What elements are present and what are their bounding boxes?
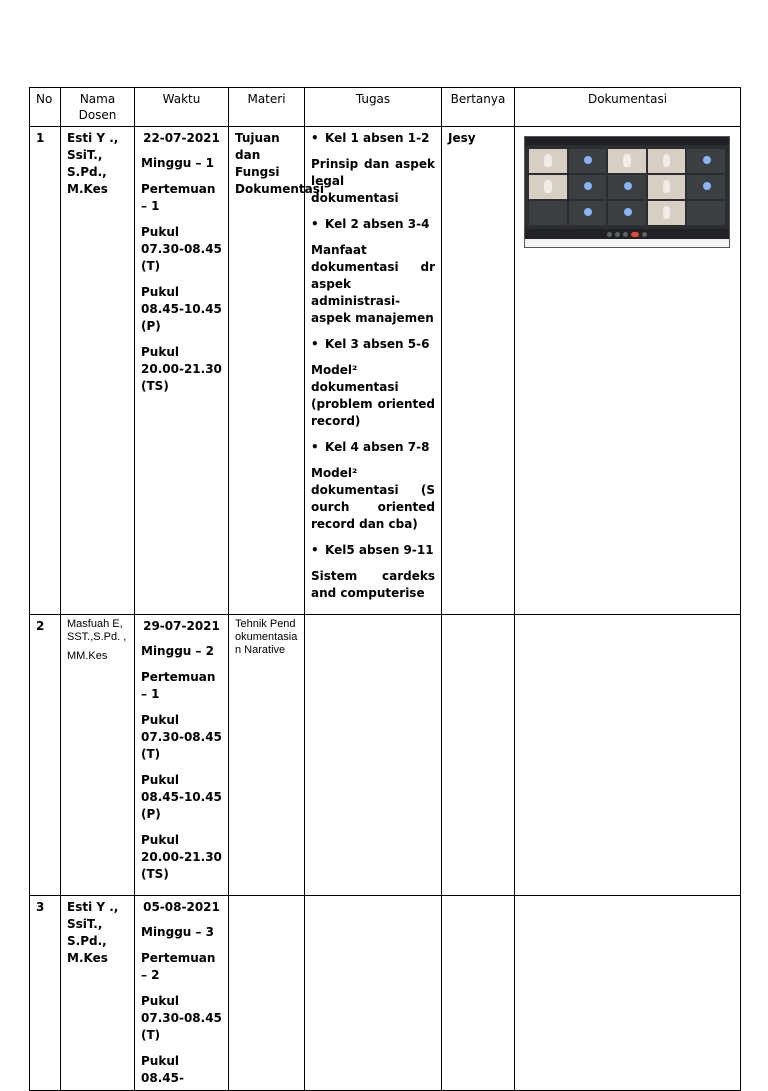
materi-cell: [229, 615, 305, 896]
tugas-group: [311, 439, 435, 456]
tugas-cell: [305, 896, 442, 1091]
pertemuan: Pertemuan – 2: [141, 951, 216, 982]
bullet-icon: •: [311, 543, 319, 557]
tugas-kel: Kel 1 absen 1-2: [325, 131, 430, 145]
participant-tile: [648, 149, 686, 173]
tugas-group: [311, 336, 435, 353]
header-no: No: [30, 88, 61, 127]
waktu-cell: [135, 896, 229, 1091]
dosen-cell: [61, 615, 135, 896]
table-row: [30, 127, 741, 615]
tugas-desc: Prinsip dan aspek legal dokumentasi: [311, 157, 435, 205]
table-row: [30, 896, 741, 1091]
call-controls: [525, 229, 729, 239]
materi: Tujuan dan Fungsi Dokumentasi: [229, 127, 305, 615]
table-row: [30, 615, 741, 896]
participant-tile: [529, 149, 567, 173]
waktu-cell: [135, 127, 229, 615]
materi-cell: [229, 896, 305, 1091]
tugas-group: [311, 130, 435, 147]
bertanya-cell: [442, 615, 515, 896]
dosen-name: Masfuah E, SST.,S.Pd. ,: [67, 618, 127, 643]
avatar: [624, 182, 632, 190]
tugas-kel: Kel 3 absen 5-6: [325, 337, 430, 351]
tugas-desc: Manfaat dokumentasi dr aspek administrasi-aspek manajemen: [311, 243, 435, 325]
participant-tile: [608, 175, 646, 199]
tugas-desc: Sistem cardeks and computerise: [311, 569, 435, 600]
bullet-icon: •: [311, 440, 319, 454]
dokumentasi-cell: [515, 127, 741, 615]
tugas-desc: Model² dokumentasi (problem oriented record): [311, 363, 435, 428]
tugas-cell: [305, 127, 442, 615]
header-materi: Materi: [229, 88, 305, 127]
tugas-group: [311, 542, 435, 559]
minggu: Minggu – 1: [141, 156, 215, 170]
materi: Tehnik Pendokumentasian Narative: [235, 618, 298, 656]
pukul-t: Pukul 07.30-08.45 (T): [141, 225, 222, 273]
taskbar: [525, 239, 729, 247]
tugas-group: [311, 216, 435, 233]
participant-tile: [687, 201, 725, 225]
bullet-icon: •: [311, 217, 319, 231]
pukul-p: Pukul 08.45-10.45 (P): [141, 285, 222, 333]
minggu: Minggu – 2: [141, 644, 215, 658]
date: 22-07-2021: [143, 131, 220, 145]
participant-tile: [648, 175, 686, 199]
tugas-desc: Model² dokumentasi (S ourch oriented record dan cba): [311, 466, 435, 531]
row-number: 2: [30, 615, 61, 896]
pukul-p: Pukul 08.45-: [141, 1054, 184, 1085]
pukul-p: Pukul 08.45-10.45 (P): [141, 773, 222, 821]
pukul-ts: Pukul 20.00-21.30 (TS): [141, 833, 222, 881]
participant-tile: [529, 175, 567, 199]
date: 05-08-2021: [143, 900, 220, 914]
video-conference-screenshot: [524, 136, 730, 248]
participant-tile: [648, 201, 686, 225]
participant-tile: [687, 149, 725, 173]
header-tugas: Tugas: [305, 88, 442, 127]
avatar: [624, 208, 632, 216]
participant-tile: [569, 201, 607, 225]
pukul-ts: Pukul 20.00-21.30 (TS): [141, 345, 222, 393]
dosen-name: Esti Y ., SsiT., S.Pd., M.Kes: [61, 127, 135, 615]
participant-tile: [569, 149, 607, 173]
bertanya: Jesy: [442, 127, 515, 615]
pertemuan: Pertemuan – 1: [141, 670, 216, 701]
dokumentasi-cell: [515, 615, 741, 896]
avatar: [703, 182, 711, 190]
pukul-t: Pukul 07.30-08.45 (T): [141, 994, 222, 1042]
tugas-kel: Kel 2 absen 3-4: [325, 217, 430, 231]
participant-tile: [687, 175, 725, 199]
participant-tile: [608, 149, 646, 173]
tugas-cell: [305, 615, 442, 896]
row-number: 1: [30, 127, 61, 615]
participant-tile: [529, 201, 567, 225]
tugas-kel: Kel5 absen 9-11: [325, 543, 434, 557]
participant-tile: [569, 175, 607, 199]
header-row: [30, 88, 741, 127]
dokumentasi-cell: [515, 896, 741, 1091]
dosen-degree: MM.Kes: [67, 650, 108, 662]
participant-tile: [608, 201, 646, 225]
dosen-name: Esti Y ., SsiT., S.Pd., M.Kes: [61, 896, 135, 1091]
header-bertanya: Bertanya: [442, 88, 515, 127]
pukul-t: Pukul 07.30-08.45 (T): [141, 713, 222, 761]
avatar: [584, 156, 592, 164]
browser-bar: [525, 137, 729, 145]
tugas-kel: Kel 4 absen 7-8: [325, 440, 430, 454]
avatar: [584, 208, 592, 216]
bertanya-cell: [442, 896, 515, 1091]
participant-grid: [529, 149, 725, 225]
date: 29-07-2021: [143, 619, 220, 633]
waktu-cell: [135, 615, 229, 896]
avatar: [584, 182, 592, 190]
avatar: [703, 156, 711, 164]
header-dokumentasi: Dokumentasi: [515, 88, 741, 127]
header-nama-dosen: Nama Dosen: [61, 88, 135, 127]
header-waktu: Waktu: [135, 88, 229, 127]
bullet-icon: •: [311, 337, 319, 351]
minggu: Minggu – 3: [141, 925, 215, 939]
schedule-table: [29, 87, 741, 1091]
row-number: 3: [30, 896, 61, 1091]
pertemuan: Pertemuan – 1: [141, 182, 216, 213]
bullet-icon: •: [311, 131, 319, 145]
